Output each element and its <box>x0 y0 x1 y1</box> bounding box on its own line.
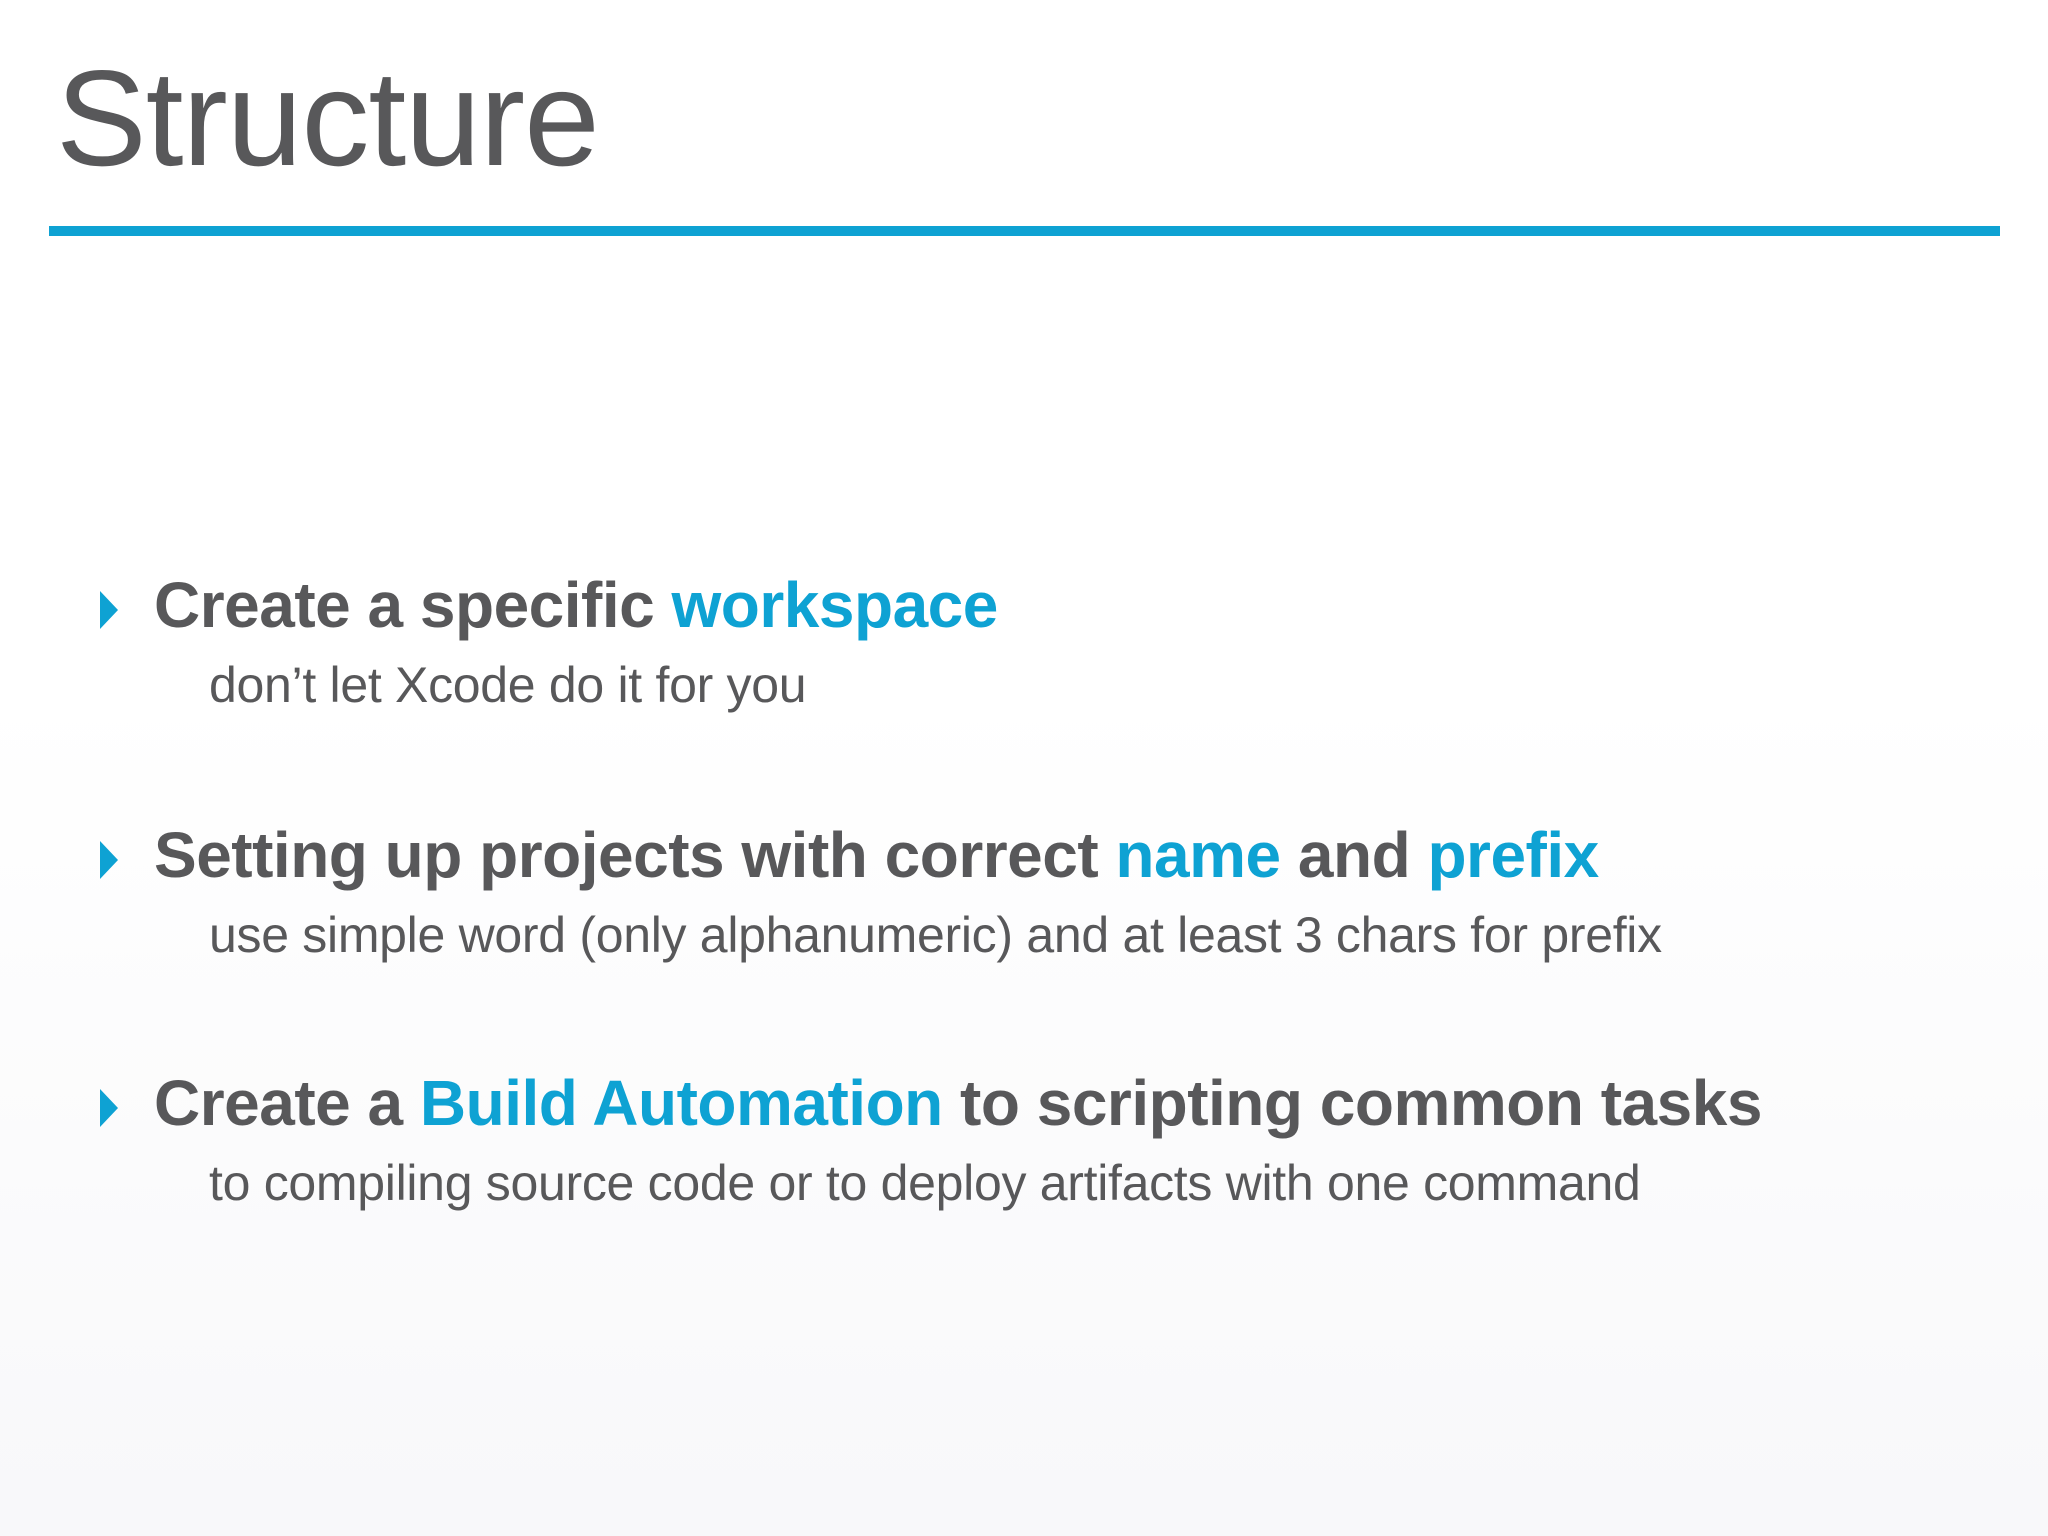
bullet-item-workspace <box>100 565 2000 713</box>
bullet-item-projects <box>100 815 2000 963</box>
heading-text-plain: Create a specific <box>154 569 672 641</box>
title-divider <box>49 226 2000 236</box>
bullet-heading-text <box>154 1063 1762 1143</box>
triangle-right-icon <box>100 591 118 629</box>
triangle-right-icon <box>100 1089 118 1127</box>
heading-highlight-build-automation: Build Automation <box>419 1067 943 1139</box>
heading-highlight-workspace: workspace <box>671 569 998 641</box>
triangle-right-icon <box>100 841 118 879</box>
heading-text-plain: to scripting common tasks <box>942 1067 1762 1139</box>
bullet-subtext: to compiling source code or to deploy artifacts with one command <box>209 1155 1641 1211</box>
heading-highlight-prefix: prefix <box>1427 819 1599 891</box>
bullet-heading <box>100 565 2000 645</box>
heading-text-plain: Create a <box>154 1067 420 1139</box>
heading-highlight-name: name <box>1115 819 1281 891</box>
heading-text-plain: and <box>1280 819 1428 891</box>
bullet-item-build-automation <box>100 1063 2000 1211</box>
bullet-subtext: use simple word (only alphanumeric) and at least 3 chars for prefix <box>209 907 1662 963</box>
bullet-heading <box>100 815 2000 895</box>
heading-text-plain: Setting up projects with correct <box>154 819 1116 891</box>
bullet-heading <box>100 1063 2000 1143</box>
bullet-heading-text <box>154 815 1599 895</box>
bullet-subtext: don’t let Xcode do it for you <box>209 657 807 713</box>
bullet-heading-text <box>154 565 998 645</box>
slide-title: Structure <box>56 42 599 194</box>
